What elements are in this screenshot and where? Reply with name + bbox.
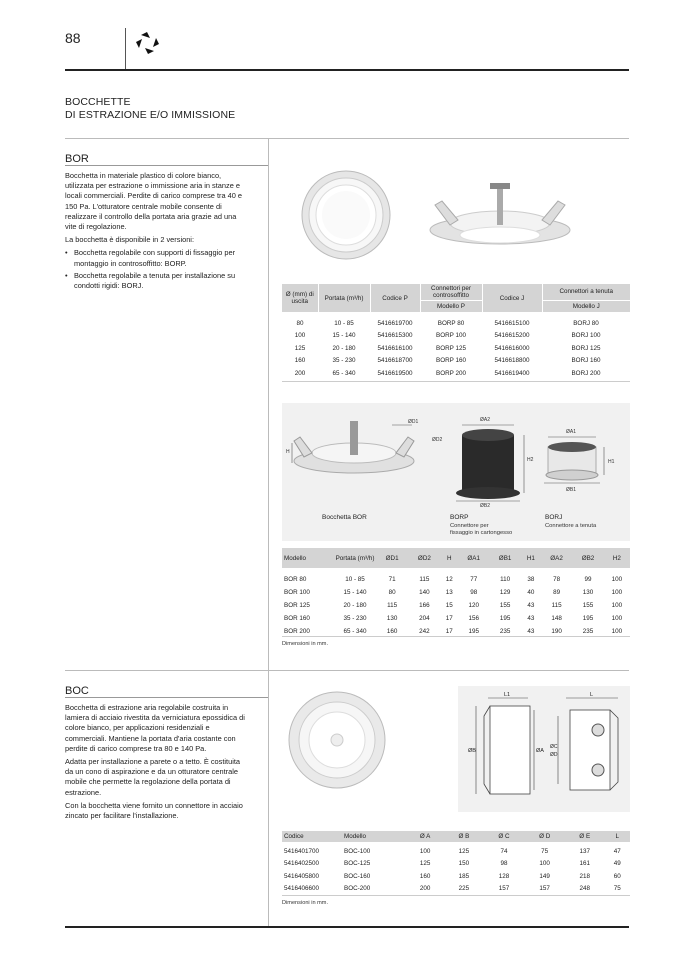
cell: 225 (458, 885, 470, 893)
cell: 60 (613, 872, 621, 880)
table-row (282, 317, 630, 330)
label-h2: H2 (527, 457, 534, 463)
cell: 204 (419, 615, 430, 622)
cell: 43 (527, 602, 535, 609)
cell: 140 (419, 589, 430, 596)
cell: 98 (500, 860, 508, 868)
table-rule (282, 895, 630, 896)
page-title (65, 96, 235, 122)
cell: 17 (445, 615, 453, 622)
label-b: ØB (468, 748, 476, 754)
cell: 156 (468, 615, 479, 622)
bor-dimensions-table (282, 548, 630, 638)
cell: 10 - 85 (334, 319, 354, 327)
label-c: ØC (550, 744, 558, 750)
cell: BOC-160 (344, 872, 371, 880)
label-d2: ØD2 (432, 437, 443, 443)
bor-photo-front (296, 165, 396, 265)
cell: 155 (499, 602, 511, 609)
cell: 125 (294, 344, 306, 352)
table-row (282, 845, 630, 858)
cell: 20 - 180 (343, 602, 367, 609)
cell: 125 (419, 860, 431, 868)
cell: BORP 100 (436, 332, 466, 340)
cell: 100 (611, 615, 623, 622)
cell: 115 (419, 576, 430, 583)
label-h1: H1 (608, 459, 615, 465)
col-header: L (615, 833, 619, 840)
caption-borp-sub1: Connettore per (450, 523, 489, 529)
cell: BOR 160 (284, 615, 310, 622)
col-header: Codice (284, 833, 304, 840)
cell: 115 (387, 602, 398, 609)
cell: 120 (468, 602, 479, 609)
bor-dimension-diagram (282, 403, 630, 541)
cell: 74 (500, 847, 508, 855)
cell: BOR 100 (284, 589, 310, 596)
cell: 130 (582, 589, 594, 596)
page-number: 88 (65, 30, 81, 46)
bor-title-rule (65, 165, 268, 166)
bor-description (65, 171, 243, 291)
cell: BOC-125 (344, 860, 371, 868)
cell: 78 (553, 576, 561, 583)
table-row (282, 883, 630, 896)
cell: 160 (419, 872, 431, 880)
cell: 235 (499, 628, 511, 635)
cell: 10 - 85 (345, 576, 365, 583)
cell: 15 - 140 (332, 332, 356, 340)
table-row (282, 612, 630, 625)
col-header: Connettori per controsoffitto (420, 284, 482, 300)
boc-table (282, 831, 630, 895)
cell: 100 (611, 589, 623, 596)
cell: 5416618800 (494, 357, 530, 365)
col-header: Ø C (498, 833, 510, 840)
cell: 17 (445, 628, 453, 635)
table-row (282, 342, 630, 355)
bor-codes-table (282, 284, 630, 380)
boc-photo (285, 688, 390, 793)
cell: 89 (553, 589, 561, 596)
caption-borp-sub2: fissaggio in cartongesso (450, 530, 513, 536)
cell: 13 (445, 589, 453, 596)
col-header: ØB2 (581, 554, 595, 562)
cell: 80 (388, 589, 396, 596)
col-subheader: Modello J (542, 300, 630, 312)
cell: BORP 80 (437, 319, 465, 327)
cell: 5416618700 (377, 357, 413, 365)
cell: 125 (458, 847, 470, 855)
cell: 71 (388, 576, 396, 583)
boc-description (65, 703, 245, 824)
cell: 128 (498, 872, 510, 880)
cell: 166 (419, 602, 430, 609)
cell: 150 (458, 860, 470, 868)
cell: 47 (613, 847, 621, 855)
label-a: ØA (536, 748, 544, 754)
section-rule (65, 138, 629, 139)
col-header: ØA2 (550, 554, 563, 562)
cell: 248 (579, 885, 590, 893)
col-subheader: Modello P (420, 300, 482, 312)
cell: BORJ 100 (571, 332, 601, 340)
boc-title-rule (65, 697, 268, 698)
cell: 160 (294, 357, 306, 365)
cell: 20 - 180 (332, 344, 356, 352)
cell: BOR 125 (284, 602, 310, 609)
logo-icon (134, 29, 162, 57)
cell: 100 (611, 576, 623, 583)
cell: BORJ 80 (573, 319, 599, 327)
caption-borj: BORJ (545, 514, 563, 521)
cell: 149 (539, 872, 550, 880)
cell: 100 (294, 332, 306, 340)
cell: 130 (386, 615, 398, 622)
col-header: Portata (m³/h) (335, 554, 375, 562)
caption-bor: Bocchetta BOR (322, 514, 367, 521)
cell: 35 - 230 (343, 615, 367, 622)
cell: 200 (419, 885, 431, 893)
label-d: ØD (550, 752, 558, 758)
label-h: H (286, 449, 290, 455)
cell: BORP 160 (436, 357, 466, 365)
cell: 38 (527, 576, 535, 583)
cell: 100 (611, 628, 623, 635)
cell: BOC-200 (344, 885, 371, 893)
cell: 100 (611, 602, 623, 609)
bor-photo-side (420, 175, 580, 255)
cell: 5416619500 (377, 369, 413, 377)
cell: 115 (551, 602, 562, 609)
cell: 218 (579, 872, 590, 880)
bor-note: Dimensioni in mm. (282, 641, 329, 647)
cell: 242 (419, 628, 430, 635)
cell: 160 (386, 628, 398, 635)
cell: BORP 125 (436, 344, 466, 352)
cell: 5416615100 (494, 319, 530, 327)
table-row (282, 599, 630, 612)
cell: 77 (470, 576, 478, 583)
col-header: Ø A (419, 833, 431, 840)
bor-version-item: • Bocchetta regolabile con supporti di fissaggio per montaggio in controsoffitto: BORP. (65, 248, 243, 268)
header-divider (125, 28, 126, 70)
cell: 190 (551, 628, 562, 635)
label-a2: ØA2 (480, 417, 491, 423)
col-header: Ø (mm) di uscita (282, 284, 318, 312)
boc-dimension-diagram (458, 686, 630, 812)
cell: 148 (551, 615, 562, 622)
boc-note: Dimensioni in mm. (282, 900, 329, 906)
col-header: Ø B (458, 833, 470, 840)
cell: 100 (419, 847, 431, 855)
col-header: H1 (526, 554, 535, 562)
cell: 80 (296, 319, 304, 327)
cell: 15 (445, 602, 453, 609)
cell: BOR 200 (284, 628, 310, 635)
cell: 157 (539, 885, 550, 893)
cell: BORP 200 (436, 369, 466, 377)
cell: BOC-100 (344, 847, 371, 855)
boc-desc-p1: Bocchetta di estrazione aria regolabile costruita in lamiera di acciaio rivestita da verniciatura epossidica di colore bianco, per applicazioni residenziali e commerciali. Mantiene la portata d'aria costante con perdite di carico comprese tra 80 e 140 Pa. (65, 703, 245, 753)
cell: 195 (499, 615, 511, 622)
footer-rule (65, 926, 629, 928)
col-header: ØD2 (417, 554, 431, 562)
caption-borj-sub: Connettore a tenuta (545, 523, 597, 529)
caption-borp: BORP (450, 514, 469, 521)
cell: 40 (527, 589, 535, 596)
title-line-1: BOCCHETTE (65, 96, 131, 108)
boc-desc-p2: Adatta per installazione a parete o a tetto. È costituita da un cono di aspirazione e da un otturatore centrale mobile che permette la regolazione della portata di estrazione. (65, 757, 241, 797)
col-header: Modello (284, 554, 307, 562)
cell: 75 (613, 885, 621, 893)
cell: 137 (579, 847, 590, 855)
label-l: L (590, 692, 594, 698)
col-header: Codice J (482, 284, 542, 312)
cell: 43 (527, 615, 535, 622)
cell: 35 - 230 (332, 357, 356, 365)
cell: 195 (468, 628, 479, 635)
col-header: H2 (612, 554, 621, 562)
col-header: ØB1 (498, 554, 512, 562)
cell: 185 (458, 872, 470, 880)
col-header: H (446, 554, 452, 562)
table-row (282, 586, 630, 599)
cell: BORJ 200 (571, 369, 601, 377)
cell: 98 (470, 589, 478, 596)
table-row (282, 330, 630, 343)
table-rule (282, 381, 630, 382)
col-header: ØD1 (385, 554, 399, 562)
column-divider (268, 138, 269, 928)
cell: 65 - 340 (343, 628, 367, 635)
cell: 157 (498, 885, 510, 893)
col-header: Ø D (539, 833, 551, 840)
cell: 5416615300 (377, 332, 413, 340)
cell: BORJ 125 (571, 344, 601, 352)
cell: 5416616000 (494, 344, 530, 352)
label-b2: ØB2 (480, 503, 491, 509)
col-header: Connettori a tenuta (559, 288, 614, 296)
cell: 15 - 140 (343, 589, 367, 596)
cell: 200 (294, 369, 306, 377)
label-l1: L1 (504, 692, 511, 698)
cell: BORJ 160 (571, 357, 601, 365)
cell: 5416402500 (284, 860, 320, 868)
bor-versions-intro: La bocchetta è disponibile in 2 versioni: (65, 235, 195, 245)
cell: 5416615200 (494, 332, 530, 340)
cell: BOR 80 (284, 576, 307, 583)
cell: 100 (539, 860, 550, 868)
title-line-2: DI ESTRAZIONE E/O IMMISSIONE (65, 109, 236, 121)
cell: 49 (613, 860, 621, 868)
cell: 5416406600 (284, 885, 320, 893)
label-b1: ØB1 (566, 487, 577, 493)
col-header: Codice P (370, 284, 420, 312)
cell: 12 (445, 576, 453, 583)
cell: 43 (527, 628, 535, 635)
col-header: Ø E (579, 833, 591, 840)
boc-desc-p3: Con la bocchetta viene fornito un connettore in acciaio zincato per facilitare l'installazione. (65, 800, 243, 821)
boc-title: BOC (65, 685, 89, 697)
section-rule (65, 670, 629, 671)
table-row (282, 870, 630, 883)
cell: 155 (582, 602, 594, 609)
cell: 5416616100 (377, 344, 413, 352)
cell: 235 (582, 628, 594, 635)
cell: 129 (499, 589, 511, 596)
cell: 75 (541, 847, 549, 855)
label-a1: ØA1 (566, 429, 577, 435)
table-row (282, 573, 630, 586)
cell: 195 (582, 615, 594, 622)
cell: 5416619700 (377, 319, 413, 327)
cell: 99 (584, 576, 592, 583)
cell: 5416405800 (284, 872, 320, 880)
table-row (282, 355, 630, 368)
header-rule (65, 69, 629, 71)
cell: 161 (579, 860, 590, 868)
col-header: Modello (344, 833, 367, 840)
table-row (282, 367, 630, 380)
table-rule (282, 636, 630, 637)
col-header: Portata (m³/h) (318, 284, 370, 312)
label-d1: ØD1 (408, 419, 419, 425)
bor-desc-text: Bocchetta in materiale plastico di colore bianco, utilizzata per estrazione o immissione aria in stanze e locali commerciali. Perdite di carico comprese tra 40 e 150 Pa. L'otturatore centrale mobile consente di realizzare il controllo della portata aria grazie ad una vite di regolazione. (65, 171, 243, 232)
table-row (282, 858, 630, 871)
cell: 65 - 340 (332, 369, 356, 377)
cell: 5416619400 (494, 369, 530, 377)
bor-version-item: • Bocchetta regolabile a tenuta per installazione su condotti rigidi: BORJ. (65, 271, 243, 291)
cell: 110 (500, 576, 511, 583)
bor-title: BOR (65, 153, 89, 165)
cell: 5416401700 (284, 847, 320, 855)
col-header: ØA1 (467, 554, 480, 562)
